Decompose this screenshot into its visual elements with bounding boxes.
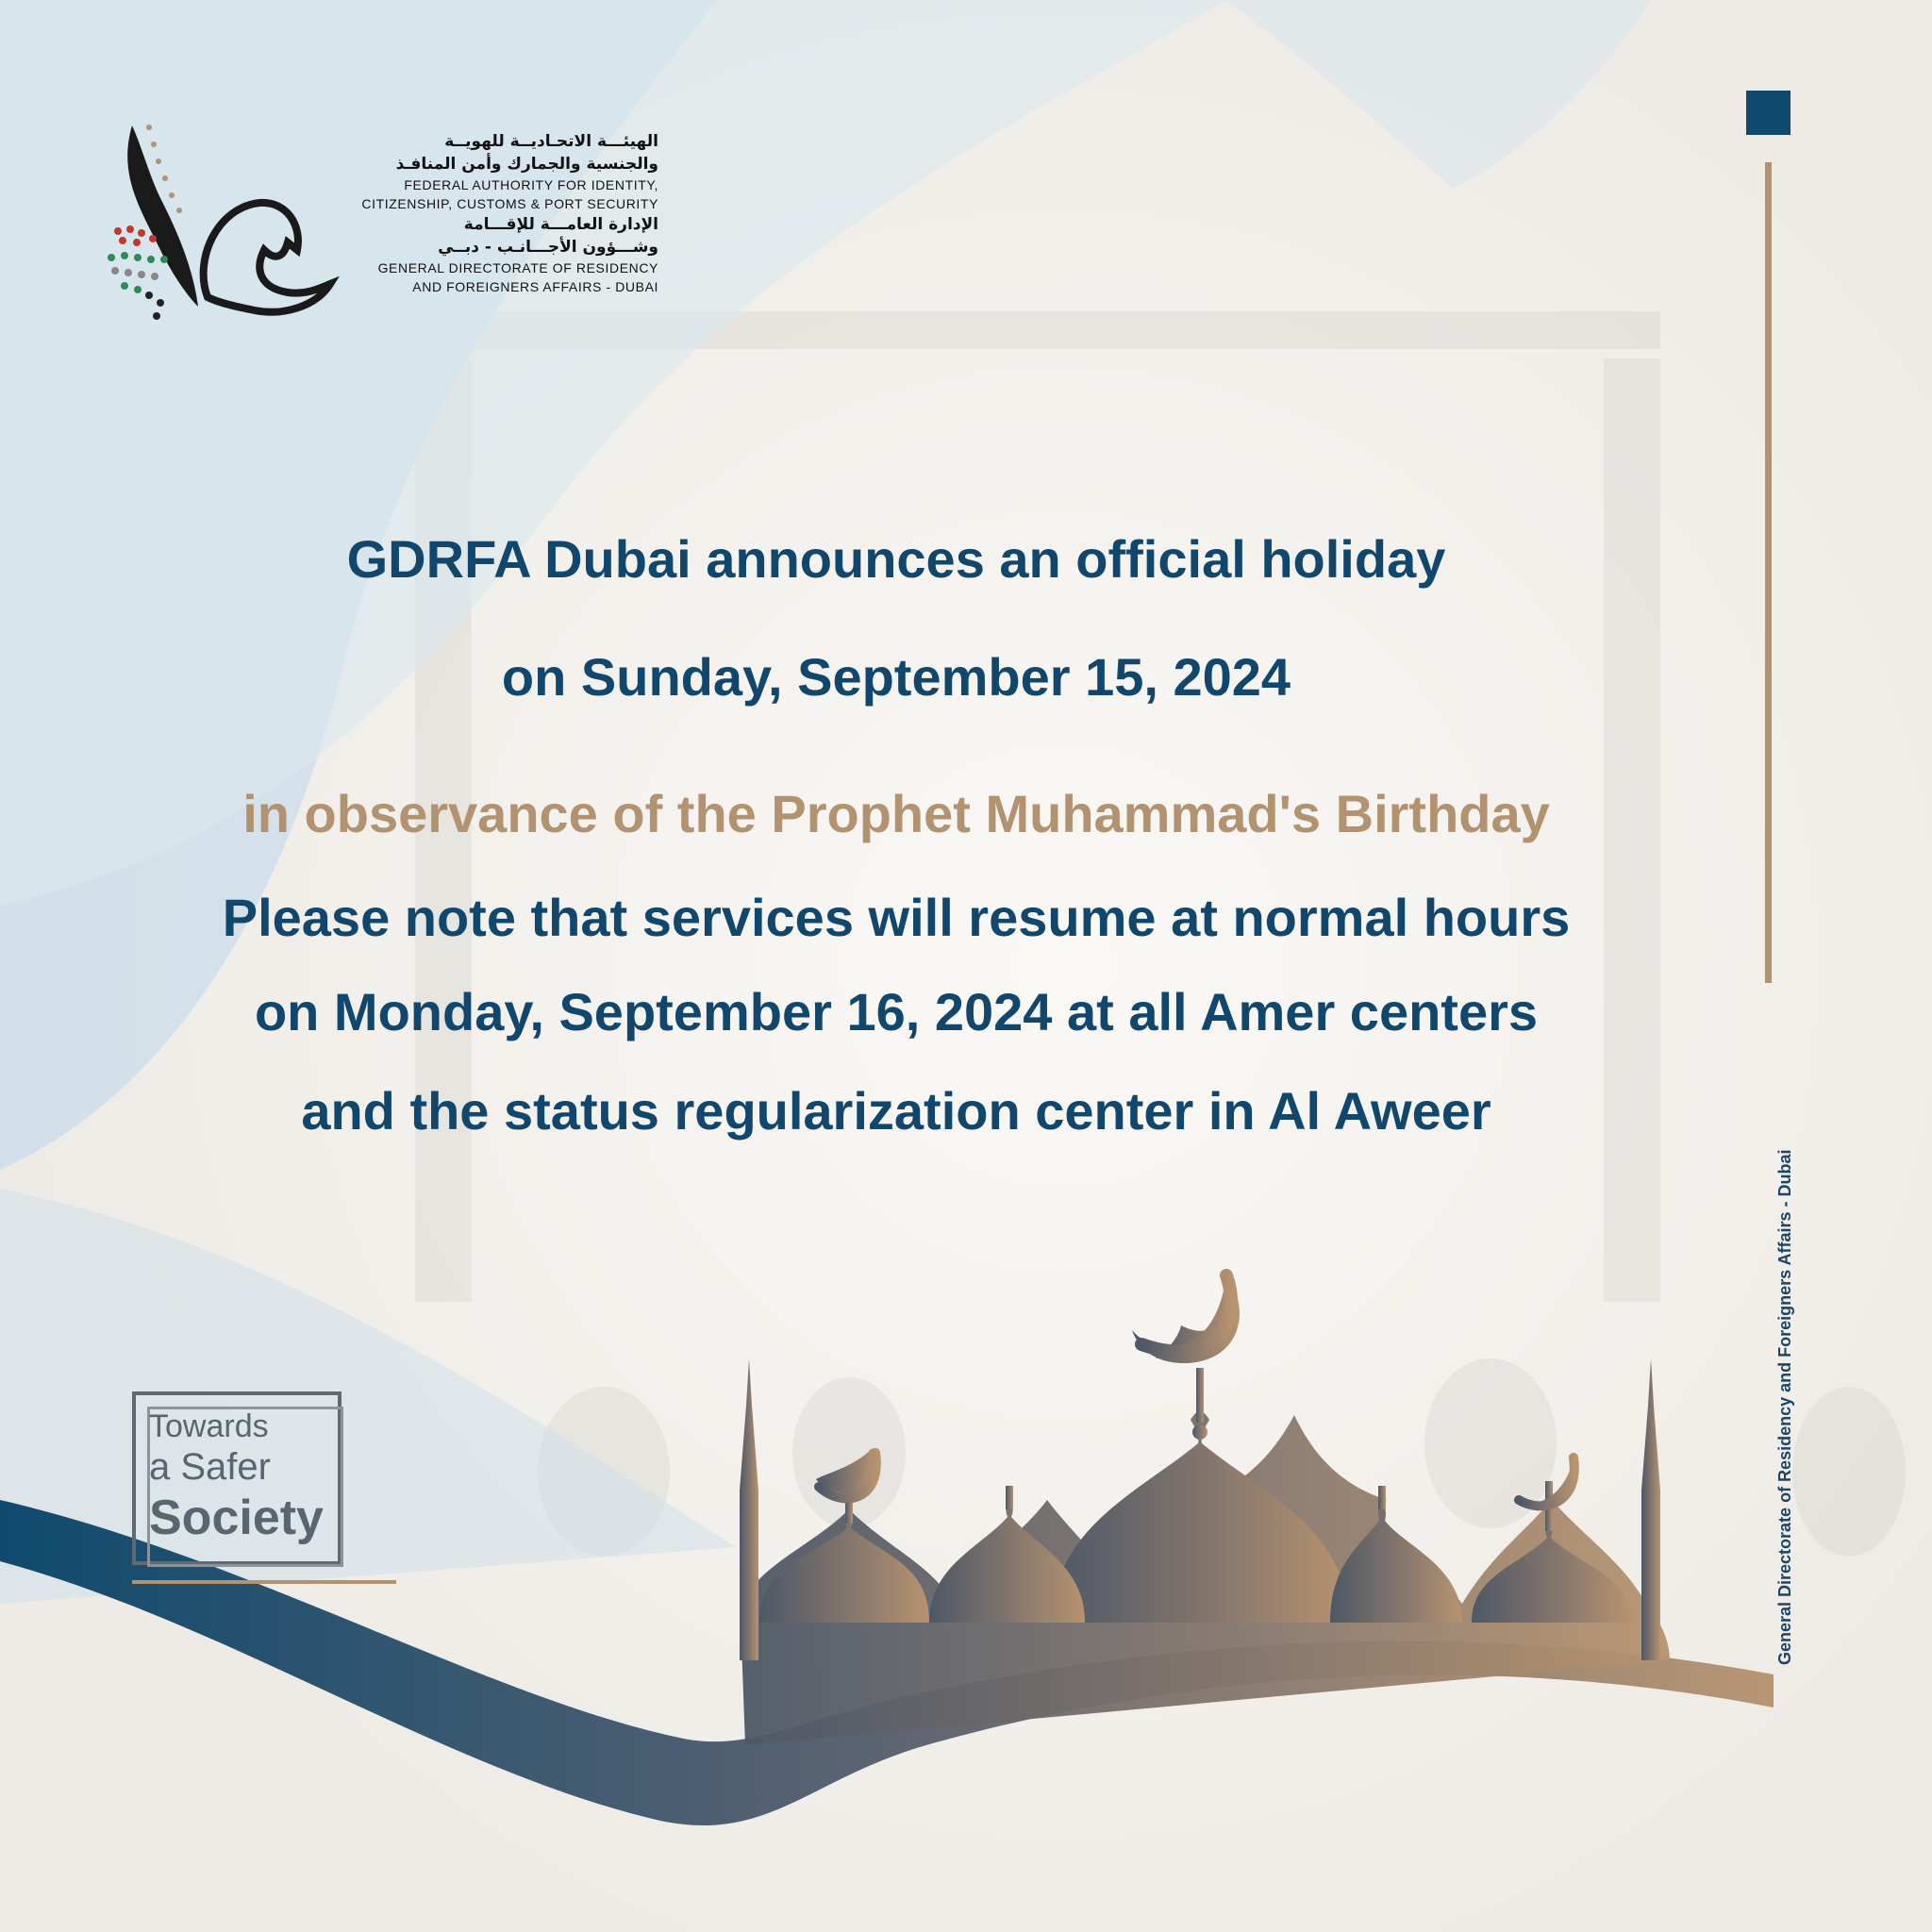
announcement-subtitle: in observance of the Prophet Muhammad's Birthday (242, 784, 1550, 843)
logo-arabic-line: وشـــؤون الأجـــانـب - دبــي (438, 238, 658, 257)
logo-english-line: FEDERAL AUTHORITY FOR IDENTITY, (404, 177, 658, 192)
badge-line: Towards (149, 1408, 269, 1444)
announcement-line: on Sunday, September 15, 2024 (501, 647, 1291, 707)
falcon-head-icon (204, 203, 330, 312)
logo-arabic-line: والجنسية والجمارك وأمن المنافـذ (395, 155, 658, 174)
falcon-wing-icon (127, 125, 198, 307)
announcement-line: on Monday, September 16, 2024 at all Amer centers (254, 982, 1539, 1041)
logo-english-line: CITIZENSHIP, CUSTOMS & PORT SECURITY (361, 196, 658, 211)
logo-arabic-line: الهيئـــة الاتحـاديــة للهويــة (444, 132, 658, 151)
announcement-line: Please note that services will resume at normal hours (222, 888, 1571, 947)
badge-line: a Safer (149, 1446, 271, 1488)
badge-line: Society (149, 1491, 324, 1545)
towards-safer-society-badge (132, 1391, 341, 1565)
logo-text-block (347, 130, 658, 296)
announcement-line: GDRFA Dubai announces an official holiday (346, 529, 1446, 589)
logo-arabic-line: الإدارة العامـــة للإقـــامة (463, 215, 658, 234)
badge-underline (132, 1580, 396, 1584)
gdrfa-falcon-logo (94, 118, 340, 335)
announcement-line: and the status regularization center in Al Aweer (301, 1081, 1491, 1141)
logo-english-line: GENERAL DIRECTORATE OF RESIDENCY (377, 260, 658, 275)
vertical-side-text: General Directorate of Residency and Foreigners Affairs - Dubai (1775, 1149, 1794, 1665)
logo-english-line: AND FOREIGNERS AFFAIRS - DUBAI (412, 279, 658, 294)
